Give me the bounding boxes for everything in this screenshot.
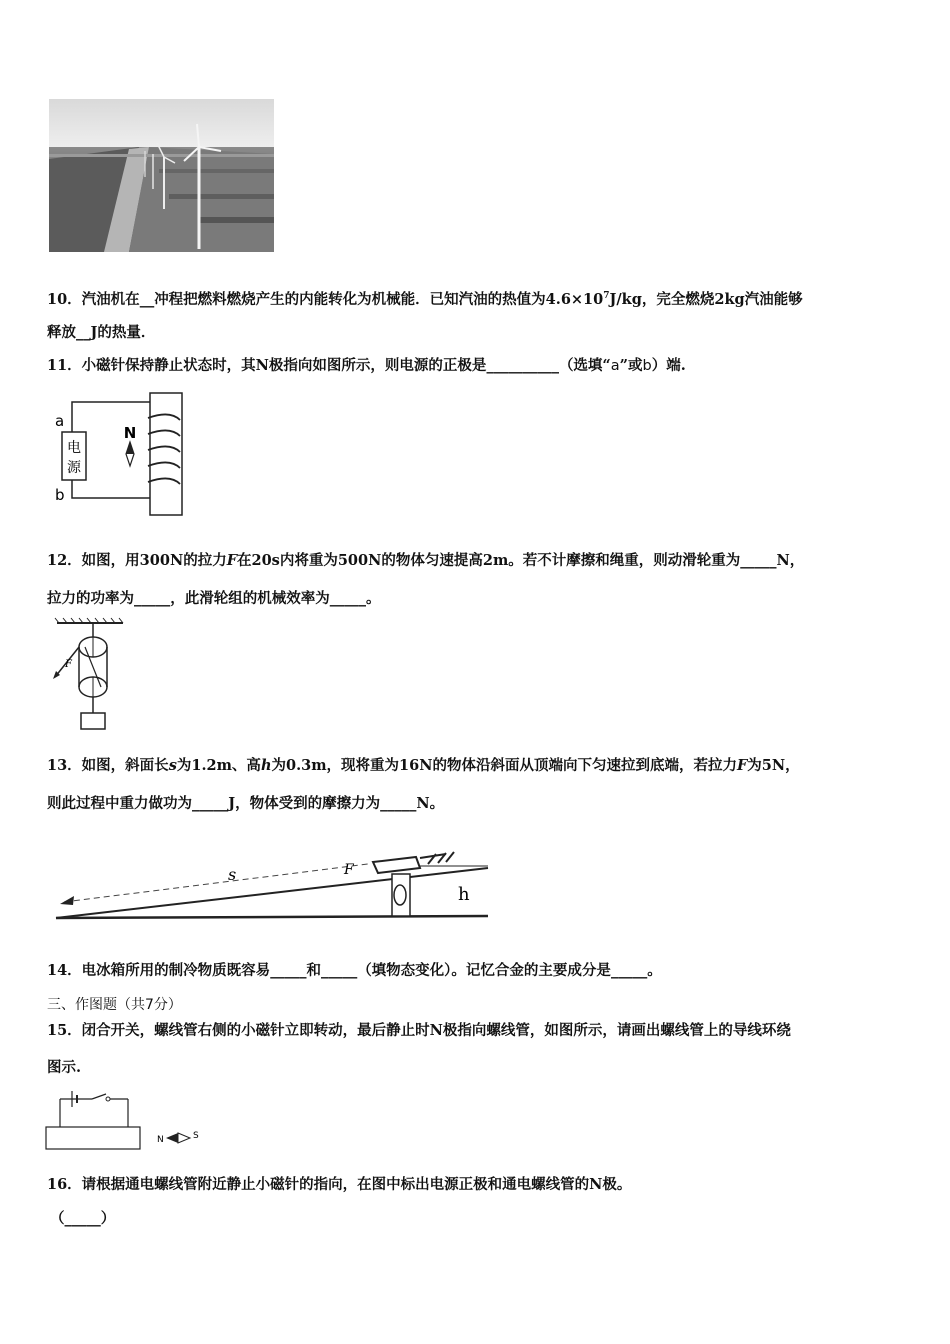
q13-text-e: 则此过程中重力做功为	[47, 795, 192, 812]
q14-text-c: （填物态变化）。记忆合金的主要成分是	[357, 962, 611, 979]
q12-blank-1[interactable]: _____	[740, 552, 777, 569]
q10-blank-2[interactable]: __	[76, 324, 91, 341]
length-arrow	[64, 864, 368, 902]
q13-text-d: 为5N，	[747, 757, 800, 774]
sliding-block	[373, 857, 420, 873]
q12-blank-3[interactable]: _____	[329, 590, 366, 607]
incline-h-label: h	[458, 884, 470, 905]
question-13-line2	[47, 794, 444, 814]
q13-blank-2[interactable]: _____	[380, 795, 417, 812]
q11-blank[interactable]: __________	[486, 357, 559, 374]
q11-option-a: a	[610, 358, 620, 374]
q13-blank-1[interactable]: _____	[192, 795, 229, 812]
q12-force-symbol: F	[226, 552, 237, 569]
inclined-plane-figure	[48, 838, 498, 928]
question-15-line1: 15．闭合开关，螺线管右侧的小磁针立即转动，最后静止时N极指向螺线管，如图所示，请画出螺线管上的导线环绕	[47, 1022, 791, 1039]
needle-n-half	[166, 1133, 178, 1143]
question-13-line1	[47, 756, 800, 776]
q14-text-b: 和	[306, 962, 321, 979]
question-16-answer	[50, 1209, 115, 1229]
pulley-force-label: F	[65, 659, 72, 670]
q10-exponent: 7	[603, 291, 610, 301]
solenoid-core	[150, 393, 182, 515]
q13-h-symbol: h	[260, 757, 272, 774]
q10-blank-1[interactable]: __	[139, 290, 155, 308]
q10-text-d: 释放	[47, 324, 76, 341]
q13-s-symbol: s	[168, 757, 177, 774]
q10-text-e: J的热量．	[90, 324, 156, 341]
ground-line	[56, 916, 488, 918]
q12-text-f: 。	[366, 590, 381, 607]
question-10-line1	[47, 286, 803, 310]
q14-blank-2[interactable]: _____	[320, 962, 358, 979]
q14-text-d: 。	[647, 962, 662, 979]
q14-text-a: 14．电冰箱所用的制冷物质既容易	[47, 962, 271, 979]
source-label-1: 电	[67, 440, 81, 456]
q13-text-f: J，物体受到的摩擦力为	[228, 795, 381, 812]
solenoid-switch-figure	[44, 1085, 214, 1153]
q13-text-b: 为1.2m、高	[176, 757, 261, 774]
q13-text-c: 为0.3m，现将重为16N的物体沿斜面从顶端向下匀速拉到底端，若拉力	[271, 757, 737, 774]
q14-blank-3[interactable]: _____	[610, 962, 648, 979]
needle-s-label: S	[193, 1131, 199, 1141]
q11-text-b: （选填“	[558, 357, 611, 374]
needle-s-half	[178, 1133, 190, 1143]
q11-text-d: ）端.	[651, 357, 686, 374]
q11-text-a: 11．小磁针保持静止状态时，其N极指向如图所示，则电源的正极是	[47, 357, 487, 374]
section-heading: 三、作图题（共7分）	[47, 997, 182, 1013]
q10-text-a: 10．汽油机在	[47, 290, 140, 308]
question-12-line2	[47, 589, 381, 609]
question-11	[47, 356, 686, 376]
incline-surface	[56, 868, 488, 918]
q16-paren-open: （	[50, 1210, 65, 1227]
question-15-line2: 图示.	[47, 1059, 82, 1076]
q12-blank-2[interactable]: _____	[134, 590, 171, 607]
q13-f-symbol: F	[736, 757, 748, 774]
load-block	[81, 713, 105, 729]
q10-text-b: 冲程把燃料燃烧产生的内能转化为机械能．已知汽油的热值为4.6×10	[154, 290, 604, 308]
terminal-b-label: b	[55, 486, 65, 504]
q16-blank[interactable]: _____	[64, 1210, 101, 1227]
q10-text-c: J/kg，完全燃烧2kg汽油能够	[609, 290, 803, 308]
solenoid-body	[46, 1127, 140, 1149]
source-label-2: 源	[67, 460, 81, 476]
q13-text-g: N。	[416, 795, 445, 812]
q12-text-d: 拉力的功率为	[47, 590, 134, 607]
compass-n-label: N	[123, 424, 137, 442]
q13-text-a: 13．如图，斜面长	[47, 757, 169, 774]
q11-text-c: ”或	[619, 357, 643, 374]
incline-s-label: s	[228, 865, 237, 884]
question-10-line2	[47, 323, 155, 343]
q12-text-b: 在20s内将重为500N的物体匀速提高2m。若不计摩擦和绳重，则动滑轮重为	[237, 552, 741, 569]
q11-option-b: b	[642, 358, 652, 374]
terminal-a-label: a	[55, 412, 65, 430]
q14-blank-1[interactable]: _____	[270, 962, 307, 979]
incline-f-label: F	[344, 862, 354, 878]
wind-turbine-photo	[49, 99, 274, 252]
q12-text-c: N，	[776, 552, 805, 569]
q16-paren-close: ）	[100, 1210, 116, 1227]
q12-text-e: ，此滑轮组的机械效率为	[170, 590, 330, 607]
needle-n-label: N	[157, 1135, 164, 1145]
question-14	[47, 961, 662, 981]
pulley-system-figure	[45, 615, 135, 735]
solenoid-circuit-figure	[52, 390, 192, 520]
q12-text-a: 12．如图，用300N的拉力	[47, 552, 227, 569]
question-16: 16．请根据通电螺线管附近静止小磁针的指向，在图中标出电源正极和通电螺线管的N极。	[47, 1176, 632, 1193]
switch-lever	[92, 1094, 106, 1099]
question-12-line1	[47, 551, 804, 571]
